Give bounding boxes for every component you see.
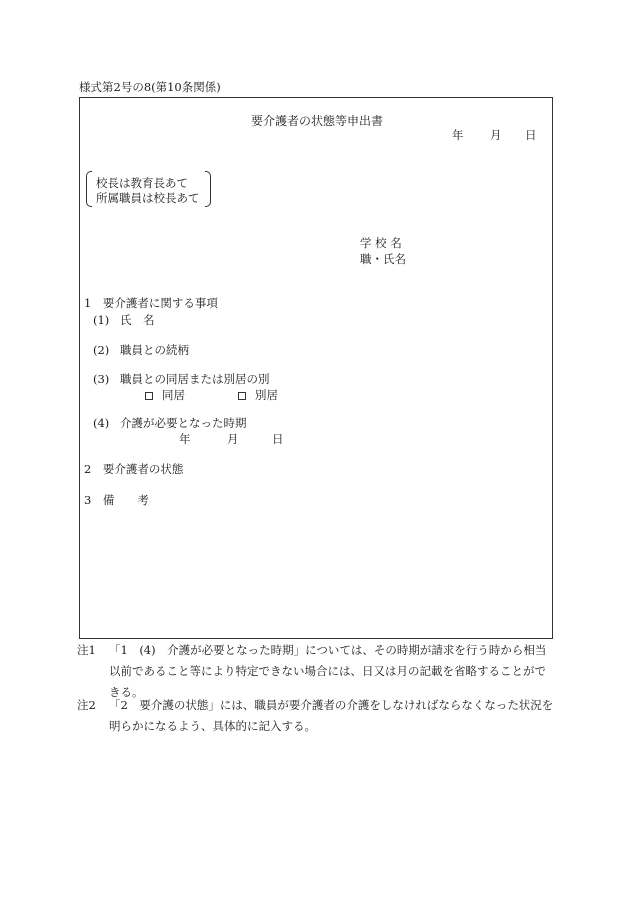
cohabit-option[interactable] [145, 388, 185, 402]
section-2-heading: 2 要介護者の状態 [84, 462, 184, 476]
time-day: 日 [272, 432, 284, 446]
item-1-label: 氏 名 [120, 313, 155, 327]
position-name-label: 職・氏名 [360, 252, 406, 266]
separate-option[interactable] [238, 388, 278, 402]
document-title: 要介護者の状態等申出書 [251, 114, 384, 128]
item-4-number: (4) [93, 416, 110, 430]
recipient-bracket-right [205, 171, 211, 207]
item-4-label: 介護が必要となった時期 [120, 416, 247, 430]
item-1-number: (1) [93, 313, 110, 327]
note-1-label: 注1 [77, 643, 96, 657]
form-number: 様式第2号の8(第10条関係) [79, 80, 221, 94]
item-3-label: 職員との同居または別居の別 [120, 372, 270, 386]
note-2 [77, 695, 557, 737]
note-2-label: 注2 [77, 698, 96, 712]
school-name-label: 学 校 名 [360, 236, 402, 250]
date-day: 日 [525, 128, 537, 142]
separate-checkbox[interactable] [238, 392, 246, 400]
recipient-line-2: 所属職員は校長あて [96, 191, 200, 205]
recipient-line-1: 校長は教育長あて [96, 176, 188, 190]
item-2-label: 職員との続柄 [120, 343, 189, 357]
recipient-bracket-left [86, 171, 92, 207]
cohabit-label: 同居 [162, 388, 185, 402]
note-1 [77, 640, 557, 703]
cohabit-checkbox[interactable] [145, 392, 153, 400]
section-1-heading: 1 要介護者に関する事項 [84, 296, 218, 310]
note-1-text: 「1 (4) 介護が必要となった時期」については、その時期が請求を行う時から相当以前であること等により特定できない場合には、日又は月の記載を省略することができる。 [109, 643, 547, 699]
time-month: 月 [227, 432, 239, 446]
item-3-number: (3) [93, 372, 110, 386]
time-year: 年 [179, 432, 191, 446]
separate-label: 別居 [255, 388, 278, 402]
date-month: 月 [490, 128, 502, 142]
item-2-number: (2) [93, 343, 110, 357]
date-year: 年 [452, 128, 464, 142]
section-3-heading: 3 備 考 [84, 493, 149, 507]
note-2-text: 「2 要介護の状態」には、職員が要介護者の介護をしなければならなくなった状況を明らかになるよう、具体的に記入する。 [109, 698, 554, 733]
